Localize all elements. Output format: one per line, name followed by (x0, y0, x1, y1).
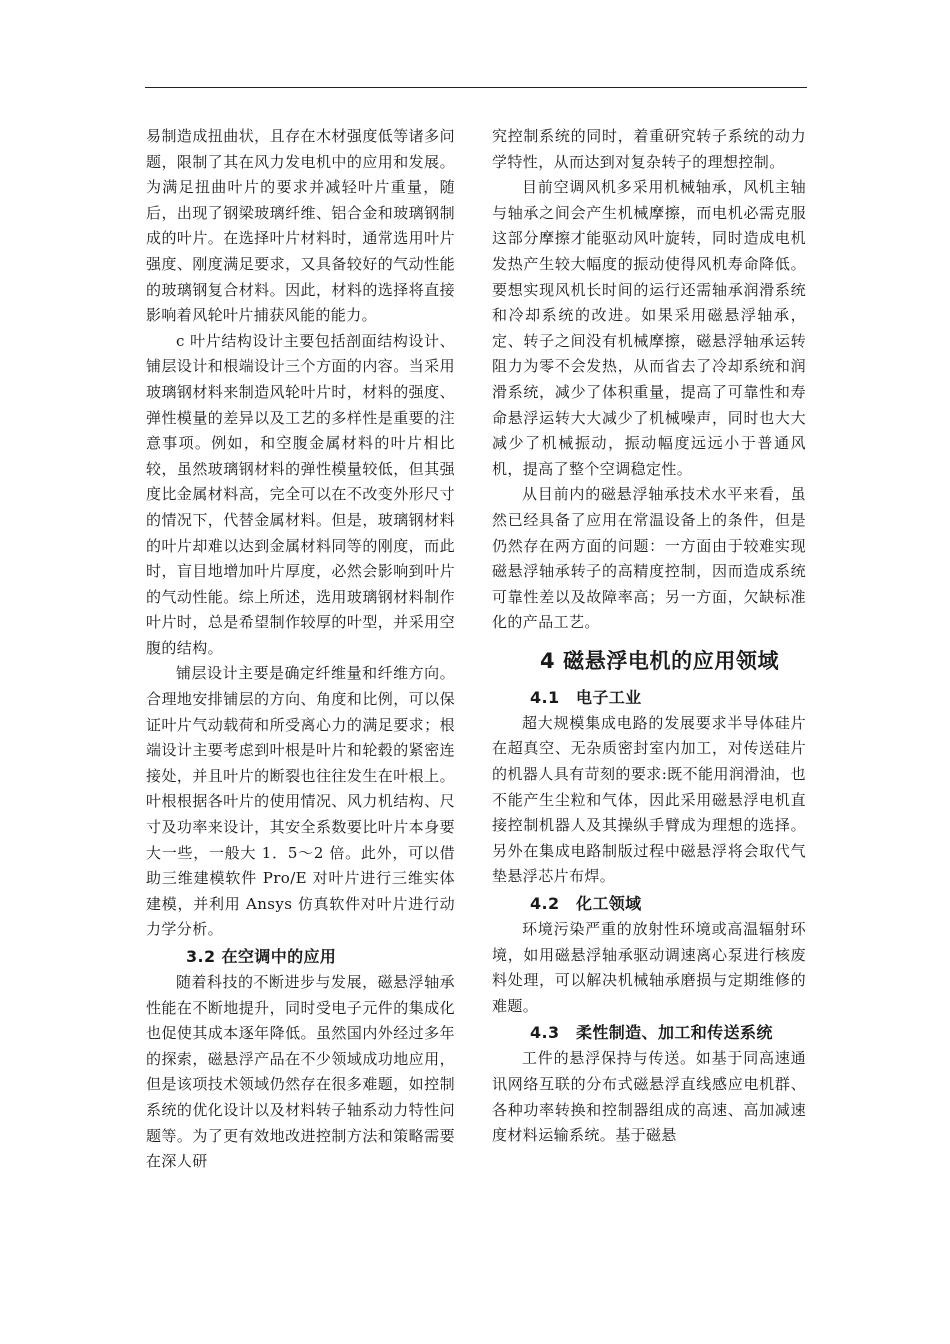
header-rule (145, 87, 807, 88)
body-paragraph: 超大规模集成电路的发展要求半导体硅片在超真空、无杂质密封室内加工，对传送硅片的机器人具有苛刻的要求:既不能用润滑油，也不能产生尘粒和气体，因此采用磁悬浮电机直接控制机器人及其操纵手臂成为理想的选择。另外在集成电路制版过程中磁悬浮将会取代气垫悬浮芯片布焊。 (492, 713, 806, 886)
section-heading-4-3: 4.3 柔性制造、加工和传送系统 (530, 1023, 773, 1043)
section-heading-4-2: 4.2 化工领域 (530, 894, 642, 914)
body-paragraph: 工件的悬浮保持与传送。如基于同高速通讯网络互联的分布式磁悬浮直线感应电机群、各种功率转换和控制器组成的高速、高加减速度材料运输系统。基于磁悬 (492, 1049, 806, 1145)
section-heading-4: 4 磁悬浮电机的应用领域 (540, 648, 780, 673)
body-paragraph: 环境污染严重的放射性环境或高温辐射环境，如用磁悬浮轴承驱动调速离心泵进行核废料处理，可以解决机械轴承磨损与定期维修的难题。 (492, 920, 806, 1015)
body-paragraph: 目前空调风机多采用机械轴承，风机主轴与轴承之间会产生机械摩擦，而电机必需克服这部分摩擦才能驱动风叶旋转，同时造成电机发热产生较大幅度的振动使得风机寿命降低。要想实现风机长时间的运行还需轴承润滑系统和冷却系统的改进。如果采用磁悬浮轴承，定、转子之间没有机械摩擦，磁悬浮轴承运转阻力为零不会发热，从而省去了冷却系统和润滑系统，减少了体积重量，提高了可靠性和寿命悬浮运转大大减少了机械噪声，同时也大大减少了机械振动，振动幅度远远小于普通风机，提高了整个空调稳定性。 (492, 178, 806, 478)
body-paragraph: 从目前内的磁悬浮轴承技术水平来看，虽然已经具备了应用在常温设备上的条件，但是仍然存在两方面的问题：一方面由于较难实现磁悬浮轴承转子的高精度控制，因而造成系统可靠性差以及故障率高；另一方面，欠缺标准化的产品工艺。 (492, 485, 806, 632)
left-column (146, 124, 455, 1175)
body-paragraph: 易制造成扭曲状，且存在木材强度低等诸多问题，限制了其在风力发电机中的应用和发展。为满足扭曲叶片的要求并减轻叶片重量，随后，出现了钢梁玻璃纤维、铝合金和玻璃钢制成的叶片。在选择叶片材料时，通常选用叶片强度、刚度满足要求，又具备较好的气动性能的玻璃钢复合材料。因此，材料的选择将直接影响着风轮叶片捕获风能的能力。 (146, 127, 455, 325)
body-paragraph: 铺层设计主要是确定纤维量和纤维方向。合理地安排铺层的方向、角度和比例，可以保证叶片气动载荷和所受离心力的满足要求；根端设计主要考虑到叶根是叶片和轮毂的紧密连接处，并且叶片的断裂也往往发生在叶根上。叶根根据各叶片的使用情况、风力机结构、尺寸及功率来设计，其安全系数要比叶片本身要大一些，一般大 1．5～2 倍。此外，可以借助三维建模软件 Pro/E 对叶片进行三维实体建模，并利用 Ansys 仿真软件对叶片进行动力学分析。 (146, 664, 455, 939)
section-heading-4-1: 4.1 电子工业 (530, 687, 642, 707)
body-paragraph: c 叶片结构设计主要包括剖面结构设计、铺层设计和根端设计三个方面的内容。当采用玻璃钢材料来制造风轮叶片时，材料的强度、弹性模量的差异以及工艺的多样性是重要的注意事项。例如，和空腹金属材料的叶片相比较，虽然玻璃钢材料的弹性模量较低，但其强度比金属材料高，完全可以在不改变外形尺寸的情况下，代替金属材料。但是，玻璃钢材料的叶片却难以达到金属材料同等的刚度，而此时，盲目地增加叶片厚度，必然会影响到叶片的气动性能。综上所述，选用玻璃钢材料制作叶片时，总是希望制作较厚的叶型，并采用空腹的结构。 (146, 331, 455, 657)
body-paragraph: 随着科技的不断进步与发展，磁悬浮轴承性能在不断地提升，同时受电子元件的集成化也促使其成本逐年降低。虽然国内外经过多年的探索，磁悬浮产品在不少领域成功地应用，但是该项技术领域仍然存在很多难题，如控制系统的优化设计以及材料转子轴系动力特性问题等。为了更有效地改进控制方法和策略需要在深人研 (146, 973, 455, 1171)
section-heading-3-2: 3.2 在空调中的应用 (186, 947, 337, 966)
right-column (492, 124, 806, 1149)
body-paragraph: 究控制系统的同时，着重研究转子系统的动力学特性，从而达到对复杂转子的理想控制。 (492, 127, 806, 171)
